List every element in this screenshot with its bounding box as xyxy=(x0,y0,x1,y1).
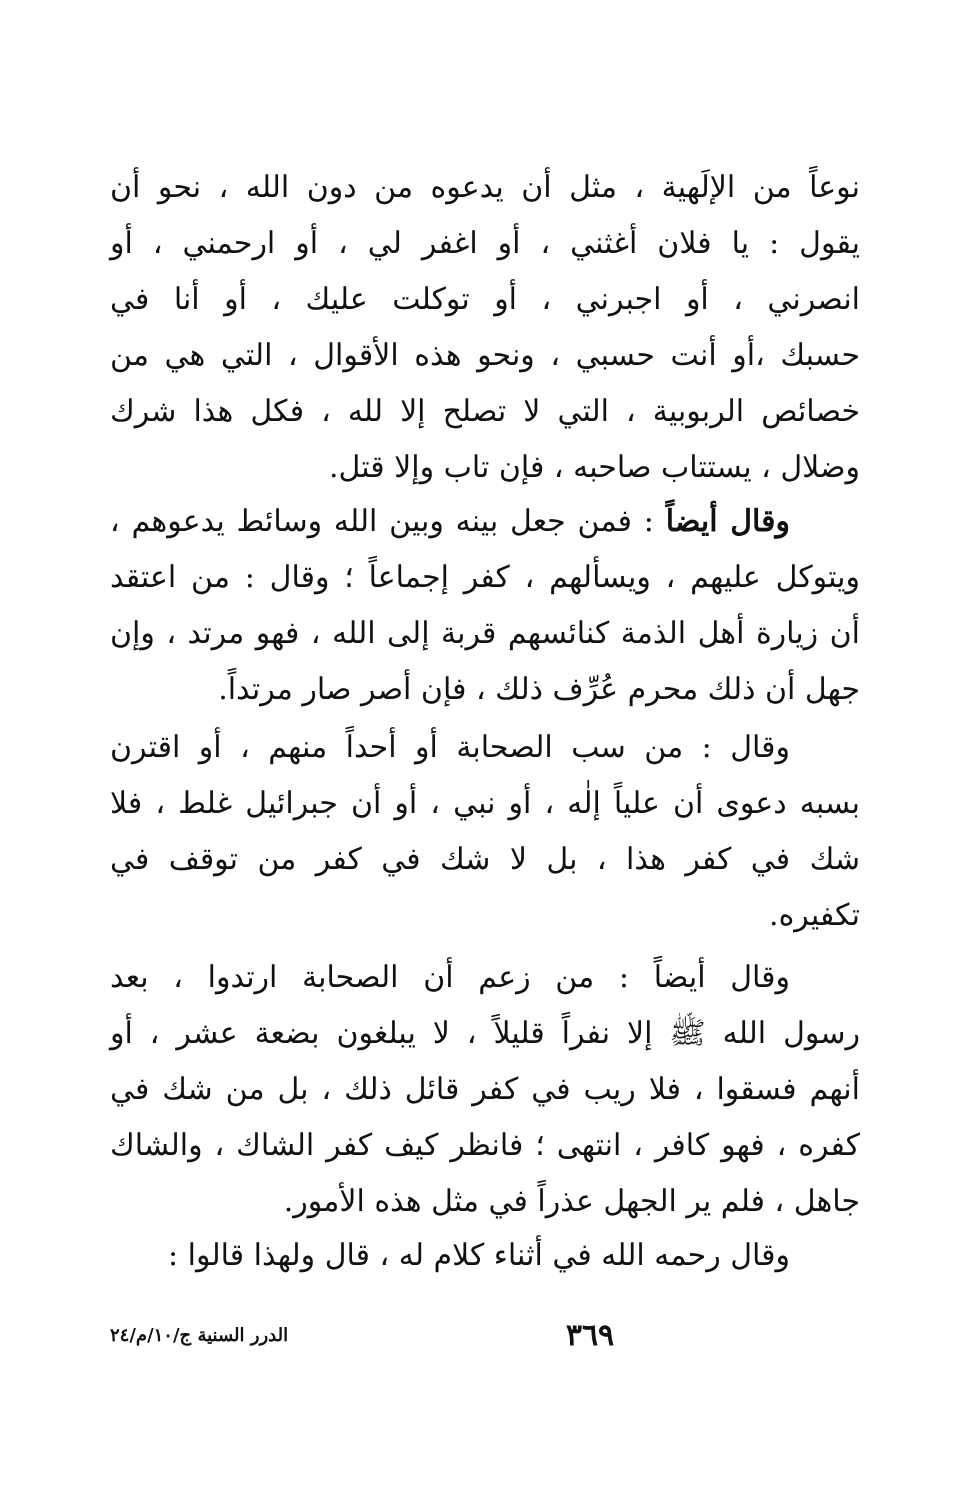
paragraph-5 xyxy=(110,1228,860,1284)
text-line: وقال : من سب الصحابة أو أحداً منهم ، أو اقترن xyxy=(110,730,790,765)
text-line xyxy=(110,494,860,550)
text-line: حسبك ،أو أنت حسبي ، ونحو هذه الأقوال ، التي هي من xyxy=(110,338,860,373)
text-line-rest: : فمن جعل بينه وبين الله وسائط يدعوهم ، xyxy=(110,504,666,539)
page-number: ٣٦٩ xyxy=(565,1318,615,1353)
text-line: أن زيارة أهل الذمة كنائسهم قربة إلى الله ، فهو مرتد ، وإن xyxy=(110,616,860,651)
text-line: وقال رحمه الله في أثناء كلام له ، قال ولهذا قالوا : xyxy=(168,1238,790,1273)
paragraph-1 xyxy=(110,160,860,496)
text-line: كفره ، فهو كافر ، انتهى ؛ فانظر كيف كفر الشاك ، والشاك xyxy=(110,1128,860,1163)
speaker-label: وقال أيضاً xyxy=(665,504,790,539)
text-line: تكفيره. xyxy=(769,898,860,933)
text-line: وقال أيضاً : من زعم أن الصحابة ارتدوا ، بعد xyxy=(110,960,790,995)
text-line: انصرني ، أو اجبرني ، أو توكلت عليك ، أو أنا في xyxy=(110,282,860,317)
text-line: ويتوكل عليهم ، ويسألهم ، كفر إجماعاً ؛ وقال : من اعتقد xyxy=(110,560,860,595)
page-footer xyxy=(110,1316,860,1356)
paragraph-3 xyxy=(110,720,860,944)
text-line: خصائص الربوبية ، التي لا تصلح إلا لله ، فكل هذا شرك xyxy=(110,394,860,429)
text-line: بسبه دعوى أن علياً إلٰه ، أو نبي ، أو أن جبرائيل غلط ، فلا xyxy=(110,786,860,821)
text-line: وضلال ، يستتاب صاحبه ، فإن تاب وإلا قتل. xyxy=(328,450,860,485)
text-line: أنهم فسقوا ، فلا ريب في كفر قائل ذلك ، بل من شك في xyxy=(110,1072,860,1107)
text-line: جاهل ، فلم ير الجهل عذراً في مثل هذه الأمور. xyxy=(283,1184,860,1219)
text-line: شك في كفر هذا ، بل لا شك في كفر من توقف في xyxy=(110,842,860,877)
text-line: رسول الله ﷺ إلا نفراً قليلاً ، لا يبلغون بضعة عشر ، أو xyxy=(110,1016,860,1051)
text-line: نوعاً من الإلَهية ، مثل أن يدعوه من دون الله ، نحو أن xyxy=(110,170,860,205)
paragraph-4 xyxy=(110,950,860,1230)
text-line: جهل أن ذلك محرم عُرِّف ذلك ، فإن أصر صار مرتداً. xyxy=(218,672,860,707)
source-reference: الدرر السنية ج/١٠/م/٢٤ xyxy=(110,1325,289,1346)
text-line: يقول : يا فلان أغثني ، أو اغفر لي ، أو ارحمني ، أو xyxy=(110,226,860,261)
paragraph-2 xyxy=(110,494,860,718)
